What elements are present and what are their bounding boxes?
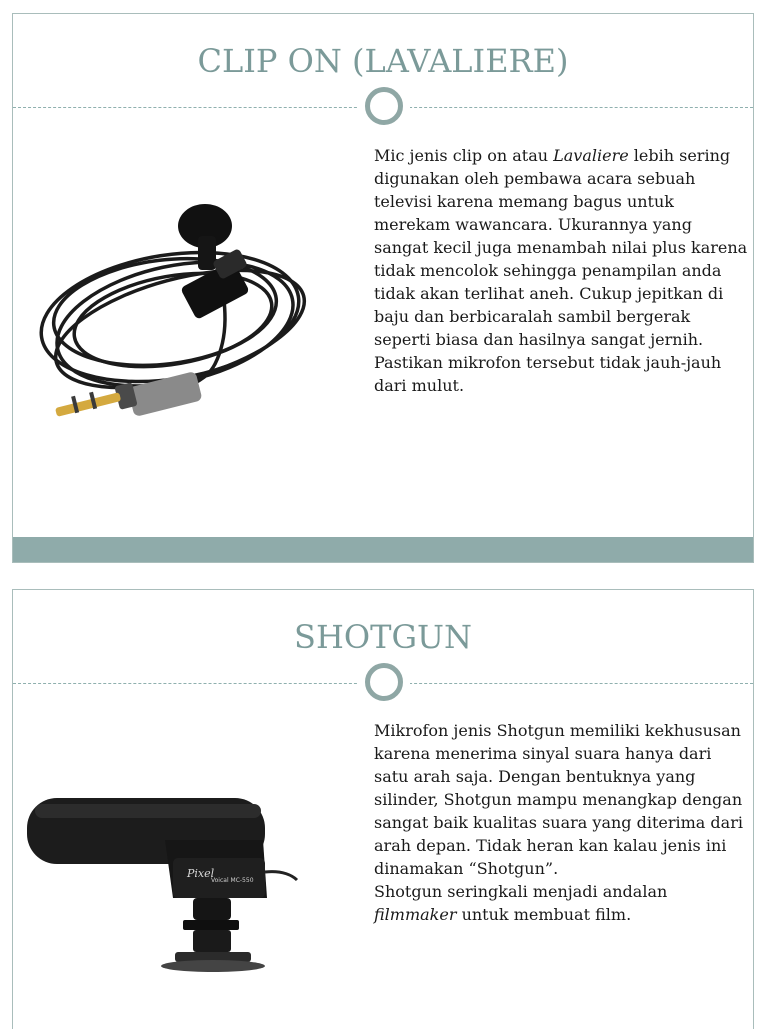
body-paragraph: Mikrofon jenis Shotgun memiliki kekhususan karena menerima sinyal suara hanya dari satu arah saja. Dengan bentuknya yang silinder, Shotgun mampu menangkap dengan sangat baik kualitas suara yang diterima dari arah depan. Tidak heran kan kalau jenis ini dinamakan “Shotgun”. (374, 721, 743, 878)
slide-clip-on (12, 13, 754, 563)
lavalier-microphone-image (25, 184, 325, 434)
circle-ornament-icon (365, 663, 403, 701)
circle-ornament-icon (365, 87, 403, 125)
slide-shotgun (12, 589, 754, 1029)
slide-body-text (374, 719, 750, 926)
slide-title: SHOTGUN (294, 618, 472, 656)
slide-title: CLIP ON (LAVALIERE) (197, 42, 569, 80)
shotgun-microphone-image (15, 780, 315, 980)
slide-body-text: Mic jenis clip on atau Lavaliere lebih sering digunakan oleh pembawa acara sebuah televisi karena memang bagus untuk merekam wawancara. Ukurannya yang sangat kecil juga menambah nilai plus karena tidak mencolok sehingga penampilan anda tidak akan terlihat aneh. Cukup jepitkan di baju dan berbicaralah sambil bergerak seperti biasa dan hasilnya sangat jernih. Pastikan mikrofon tersebut tidak jauh-jauh dari mulut. (374, 146, 748, 395)
product-model-label: Voical MC-550 (211, 877, 254, 884)
slide-bottom-bar (13, 537, 753, 562)
product-brand-label: Pixel (187, 867, 215, 880)
body-paragraph: Shotgun seringkali menjadi andalan filmmaker untuk membuat film. (374, 882, 668, 924)
